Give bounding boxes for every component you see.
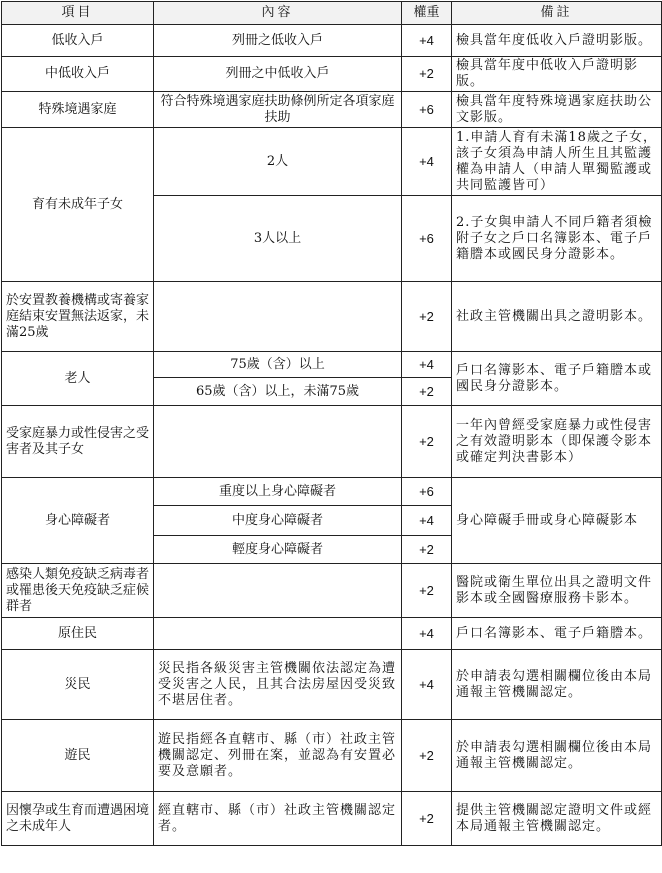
weight-cell: +2	[402, 564, 452, 618]
remark-cell: 檢具當年度低收入戶證明影版。	[452, 25, 662, 57]
table-row	[2, 792, 662, 846]
content-cell: 75歲（含）以上	[154, 352, 402, 378]
table-row	[2, 650, 662, 720]
table-row	[2, 57, 662, 92]
weight-cell: +4	[402, 506, 452, 536]
item-cell: 受家庭暴力或性侵害之受害者及其子女	[2, 406, 154, 478]
content-cell: 中度身心障礙者	[154, 506, 402, 536]
item-cell: 中低收入戶	[2, 57, 154, 92]
weight-cell: +2	[402, 536, 452, 564]
remark-cell: 於申請表勾選相關欄位後由本局通報主管機關認定。	[452, 720, 662, 792]
weight-cell: +6	[402, 478, 452, 506]
table-row	[2, 128, 662, 196]
content-cell: 3人以上	[154, 196, 402, 282]
remark-cell: 於申請表勾選相關欄位後由本局通報主管機關認定。	[452, 650, 662, 720]
content-cell	[154, 564, 402, 618]
remark-cell: 社政主管機關出具之證明影本。	[452, 282, 662, 352]
item-cell: 身心障礙者	[2, 478, 154, 564]
content-cell	[154, 406, 402, 478]
table-row	[2, 720, 662, 792]
table-row	[2, 478, 662, 506]
table-row	[2, 282, 662, 352]
header-remark: 備註	[452, 2, 662, 25]
weight-cell: +2	[402, 57, 452, 92]
remark-cell: 戶口名簿影本、電子戶籍謄本。	[452, 618, 662, 650]
remark-cell: 醫院或衛生單位出具之證明文件影本或全國醫療服務卡影本。	[452, 564, 662, 618]
item-cell: 原住民	[2, 618, 154, 650]
weight-cell: +4	[402, 352, 452, 378]
weight-cell: +2	[402, 720, 452, 792]
weight-cell: +2	[402, 282, 452, 352]
remark-cell: 身心障礙手冊或身心障礙影本	[452, 478, 662, 564]
item-cell: 育有未成年子女	[2, 128, 154, 282]
content-cell: 符合特殊境遇家庭扶助條例所定各項家庭扶助	[154, 92, 402, 128]
weight-cell: +4	[402, 25, 452, 57]
table-row	[2, 564, 662, 618]
header-row	[2, 2, 662, 25]
header-item: 項目	[2, 2, 154, 25]
weight-cell: +4	[402, 650, 452, 720]
weight-cell: +2	[402, 406, 452, 478]
header-content: 內容	[154, 2, 402, 25]
weighting-table	[1, 1, 662, 846]
table-row	[2, 92, 662, 128]
content-cell: 列冊之中低收入戶	[154, 57, 402, 92]
content-cell	[154, 282, 402, 352]
table-row	[2, 406, 662, 478]
header-weight: 權重	[402, 2, 452, 25]
content-cell: 65歲（含）以上，未滿75歲	[154, 378, 402, 406]
content-cell: 遊民指經各直轄市、縣（市）社政主管機關認定、列冊在案，並認為有安置必要及意願者。	[154, 720, 402, 792]
content-cell: 2人	[154, 128, 402, 196]
remark-cell: 提供主管機關認定證明文件或經本局通報主管機關認定。	[452, 792, 662, 846]
remark-cell: 一年內曾經受家庭暴力或性侵害之有效證明影本（即保護令影本或確定判決書影本）	[452, 406, 662, 478]
weight-cell: +4	[402, 128, 452, 196]
item-cell: 因懷孕或生育而遭遇困境之未成年人	[2, 792, 154, 846]
item-cell: 感染人類免疫缺乏病毒者或罹患後天免疫缺乏症候群者	[2, 564, 154, 618]
item-cell: 於安置教養機構或寄養家庭結束安置無法返家，未滿25歲	[2, 282, 154, 352]
content-cell: 災民指各級災害主管機關依法認定為遭受災害之人民，且其合法房屋因受災致不堪居住者。	[154, 650, 402, 720]
content-cell: 重度以上身心障礙者	[154, 478, 402, 506]
remark-cell: 檢具當年度中低收入戶證明影版。	[452, 57, 662, 92]
remark-cell: 1.申請人育有未滿18歲之子女，該子女須為申請人所生且其監護權為申請人（申請人單獨監護或共同監護皆可）	[452, 128, 662, 196]
content-cell	[154, 618, 402, 650]
item-cell: 老人	[2, 352, 154, 406]
item-cell: 災民	[2, 650, 154, 720]
weight-cell: +6	[402, 92, 452, 128]
content-cell: 輕度身心障礙者	[154, 536, 402, 564]
item-cell: 特殊境遇家庭	[2, 92, 154, 128]
weight-cell: +4	[402, 618, 452, 650]
table-row	[2, 618, 662, 650]
weight-cell: +6	[402, 196, 452, 282]
content-cell: 列冊之低收入戶	[154, 25, 402, 57]
weight-cell: +2	[402, 378, 452, 406]
item-cell: 遊民	[2, 720, 154, 792]
remark-cell: 檢具當年度特殊境遇家庭扶助公文影版。	[452, 92, 662, 128]
remark-cell: 戶口名簿影本、電子戶籍謄本或國民身分證影本。	[452, 352, 662, 406]
weight-cell: +2	[402, 792, 452, 846]
item-cell: 低收入戶	[2, 25, 154, 57]
content-cell: 經直轄市、縣（市）社政主管機關認定者。	[154, 792, 402, 846]
remark-cell: 2.子女與申請人不同戶籍者須檢附子女之戶口名簿影本、電子戶籍謄本或國民身分證影本。	[452, 196, 662, 282]
table-row	[2, 352, 662, 378]
table-row	[2, 25, 662, 57]
